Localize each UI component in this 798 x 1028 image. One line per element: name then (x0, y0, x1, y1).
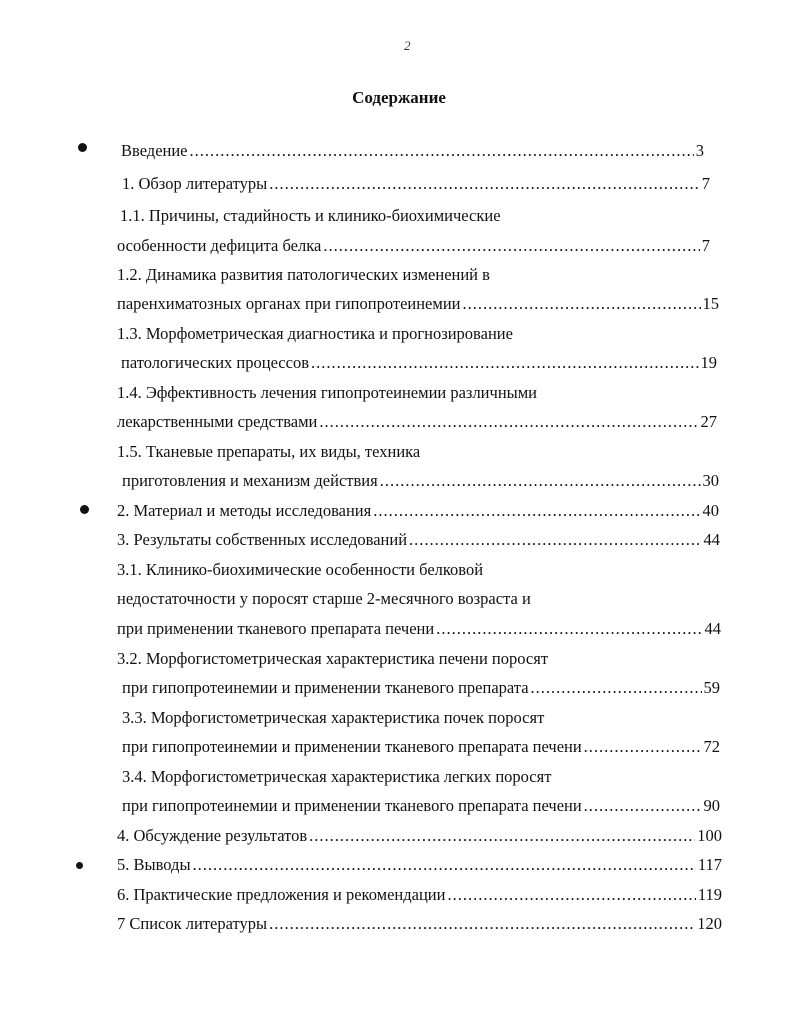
toc-entry-label: 4. Обсуждение результатов (117, 826, 308, 845)
toc-entry-1-1[interactable] (117, 236, 710, 256)
toc-entry-1-5[interactable] (122, 471, 719, 491)
toc-entry-page: 44 (703, 530, 720, 549)
toc-entry-label: 1. Обзор литературы (122, 174, 268, 193)
margin-mark (76, 862, 83, 869)
leader-dots (193, 855, 696, 875)
toc-entry-line: 1.5. Тканевые препараты, их виды, техника (117, 442, 421, 461)
leader-dots (380, 471, 701, 491)
leader-dots (269, 914, 695, 934)
toc-entry-page: 100 (697, 826, 722, 845)
leader-dots (311, 353, 699, 373)
toc-entry-6[interactable] (117, 885, 722, 905)
leader-dots (584, 796, 702, 816)
toc-entry-label: при применении тканевого препарата печени (117, 619, 435, 638)
toc-entry-2[interactable] (117, 501, 719, 521)
margin-mark (80, 505, 89, 514)
leader-dots (323, 236, 699, 256)
toc-entry-page: 40 (702, 501, 719, 520)
leader-dots (462, 294, 700, 314)
toc-entry-1[interactable] (122, 174, 710, 194)
toc-entry-page: 44 (704, 619, 721, 638)
toc-entry-4[interactable] (117, 826, 722, 846)
toc-entry-line: недостаточности у поросят старше 2-месячного возраста и (117, 589, 531, 608)
page-number: 2 (404, 38, 411, 53)
toc-entry-line: 1.2. Динамика развития патологических изменений в (117, 265, 490, 284)
toc-entry-line: 1.1. Причины, стадийность и клинико-биохимические (120, 206, 501, 225)
toc-entry-3[interactable] (117, 530, 720, 550)
toc-entry-label: 2. Материал и методы исследования (117, 501, 372, 520)
toc-entry-label: приготовления и механизм действия (122, 471, 378, 490)
toc-entry-page: 119 (697, 885, 722, 904)
toc-entry-7[interactable] (117, 914, 722, 934)
toc-entry-page: 15 (702, 294, 719, 313)
toc-entry-line: 3.1. Клинико-биохимические особенности белковой (117, 560, 484, 579)
toc-entry-line: 3.2. Морфогистометрическая характеристика печени поросят (117, 649, 549, 668)
leader-dots (309, 826, 695, 846)
toc-entry-1-4[interactable] (117, 412, 717, 432)
toc-entry-1-2[interactable] (117, 294, 719, 314)
leader-dots (447, 885, 695, 905)
toc-entry-3-4[interactable] (122, 796, 720, 816)
toc-entry-intro[interactable] (121, 141, 704, 161)
page-title: Содержание (352, 88, 446, 107)
toc-entry-3-2[interactable] (122, 678, 720, 698)
toc-entry-5[interactable] (117, 855, 722, 875)
toc-entry-label: при гипопротеинемии и применении тканевого препарата печени (122, 796, 582, 815)
toc-entry-page: 7 (701, 174, 710, 193)
margin-mark (78, 143, 87, 152)
toc-entry-label: патологических процессов (121, 353, 309, 372)
toc-entry-label: особенности дефицита белка (117, 236, 322, 255)
toc-entry-line: 3.4. Морфогистометрическая характеристика легких поросят (122, 767, 552, 786)
leader-dots (269, 174, 700, 194)
toc-entry-page: 19 (700, 353, 717, 372)
leader-dots (531, 678, 702, 698)
toc-entry-label: лекарственными средствами (117, 412, 318, 431)
toc-entry-page: 7 (701, 236, 710, 255)
leader-dots (436, 619, 702, 639)
toc-entry-label: Введение (121, 141, 188, 160)
toc-entry-1-3[interactable] (121, 353, 717, 373)
toc-entry-page: 27 (700, 412, 717, 431)
leader-dots (409, 530, 701, 550)
toc-entry-line: 1.3. Морфометрическая диагностика и прогнозирование (117, 324, 513, 343)
toc-entry-page: 120 (697, 914, 722, 933)
toc-entry-label: 6. Практические предложения и рекомендации (117, 885, 446, 904)
toc-entry-page: 117 (697, 855, 722, 874)
toc-entry-page: 30 (702, 471, 719, 490)
toc-entry-line: 3.3. Морфогистометрическая характеристика почек поросят (122, 708, 545, 727)
toc-entry-page: 3 (695, 141, 704, 160)
toc-entry-3-1[interactable] (117, 619, 721, 639)
toc-entry-label: при гипопротеинемии и применении тканевого препарата печени (122, 737, 582, 756)
leader-dots (373, 501, 700, 521)
toc-entry-line: 1.4. Эффективность лечения гипопротеинемии различными (117, 383, 538, 402)
toc-entry-label: 5. Выводы (117, 855, 191, 874)
toc-entry-label: при гипопротеинемии и применении тканевого препарата (122, 678, 529, 697)
toc-entry-page: 59 (703, 678, 720, 697)
toc-entry-label: паренхиматозных органах при гипопротеинемии (117, 294, 461, 313)
leader-dots (319, 412, 698, 432)
toc-entry-page: 90 (703, 796, 720, 815)
leader-dots (190, 141, 694, 161)
leader-dots (584, 737, 702, 757)
toc-entry-page: 72 (703, 737, 720, 756)
toc-entry-label: 3. Результаты собственных исследований (117, 530, 408, 549)
toc-entry-label: 7 Список литературы (117, 914, 268, 933)
toc-entry-3-3[interactable] (122, 737, 720, 757)
